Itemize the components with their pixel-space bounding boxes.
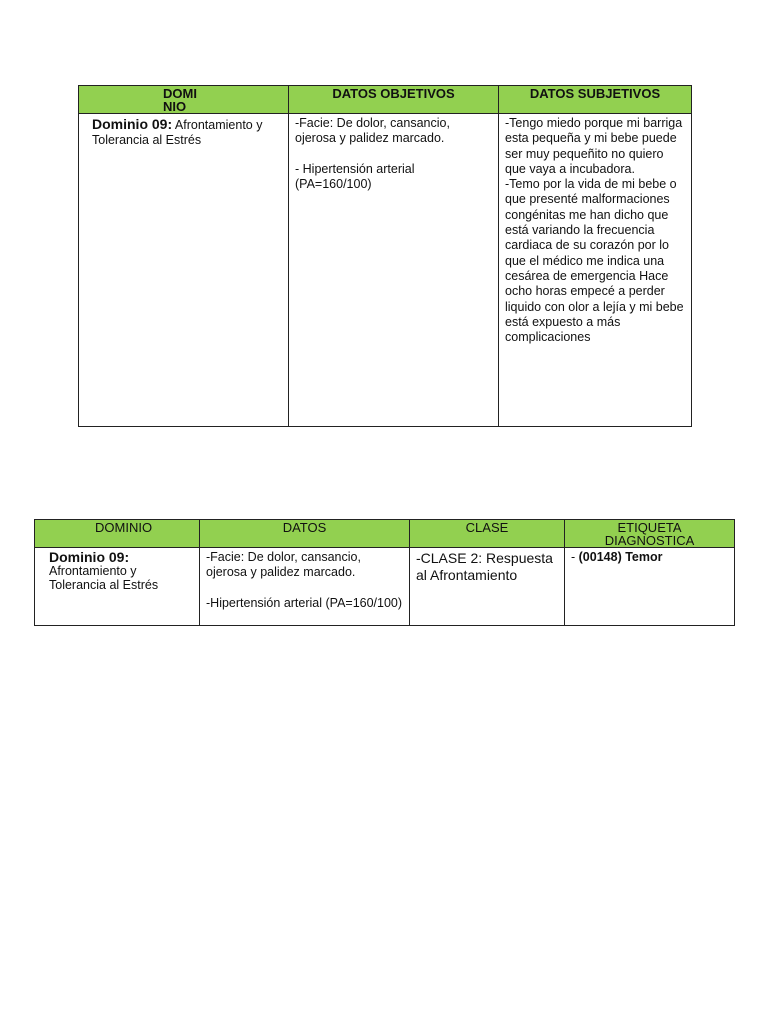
cell-datos-objetivos <box>289 114 499 427</box>
header-datos-objetivos: DATOS OBJETIVOS <box>289 86 499 114</box>
etiqueta-diagnostica: (00148) Temor <box>578 550 663 564</box>
table-header-row <box>35 520 735 548</box>
datos-facie: -Facie: De dolor, cansancio, ojerosa y palidez marcado. <box>206 550 361 580</box>
datos-hipertension: -Hipertensión arterial (PA=160/100) <box>206 595 403 610</box>
header-dominio: DOMINIO <box>35 520 200 548</box>
header-datos-subjetivos: DATOS SUBJETIVOS <box>499 86 692 114</box>
cell-datos-subjetivos: -Tengo miedo porque mi barriga esta pequeña y mi bebe puede ser muy pequeñito no quiero que vaya a incubadora. -Temo por la vida de mi bebe o que presenté malformaciones congénitas me han dicho que está variando la frecuencia cardiaca de su corazón por lo que el médico me indica una cesárea de emergencia Hace ocho horas empecé a perder liquido con olor a lejía y mi bebe está expuesto a más complicaciones <box>499 114 692 427</box>
cell-dominio <box>35 548 200 626</box>
cell-datos <box>200 548 410 626</box>
objetivos-hipertension: - Hipertensión arterial (PA=160/100) <box>295 161 415 191</box>
cell-dominio <box>79 114 289 427</box>
header-etiqueta: ETIQUETA DIAGNOSTICA <box>565 520 735 548</box>
diagnosis-table <box>34 519 735 626</box>
table-row <box>79 114 692 427</box>
table-header-row <box>79 86 692 114</box>
dominio-text: Afrontamiento y Tolerancia al Estrés <box>92 118 263 148</box>
domain-data-table <box>78 85 692 427</box>
cell-clase: -CLASE 2: Respuesta al Afrontamiento <box>410 548 565 626</box>
etiqueta-prefix: - <box>571 550 579 564</box>
cell-etiqueta <box>565 548 735 626</box>
dominio-text: Afrontamiento y Tolerancia al Estrés <box>49 564 159 592</box>
table-row <box>35 548 735 626</box>
dominio-label: Dominio 09: <box>49 549 130 565</box>
header-clase: CLASE <box>410 520 565 548</box>
objetivos-facie: -Facie: De dolor, cansancio, ojerosa y palidez marcado. <box>295 116 450 146</box>
header-datos: DATOS <box>200 520 410 548</box>
header-dominio: DOMI NIO <box>79 86 289 114</box>
dominio-label: Dominio 09: <box>92 116 173 132</box>
